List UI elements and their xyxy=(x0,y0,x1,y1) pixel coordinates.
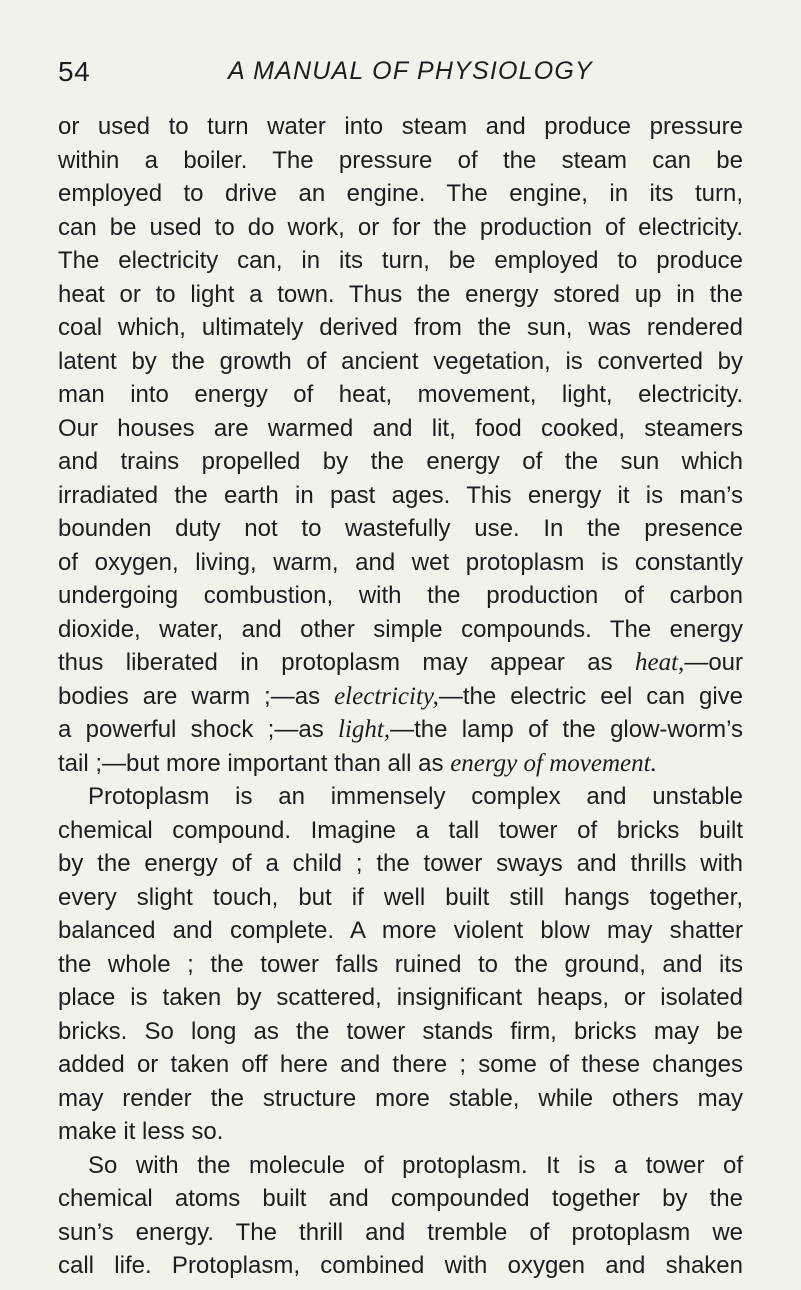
text-line xyxy=(58,646,743,680)
text-line: make it less so. xyxy=(58,1118,224,1145)
text-line xyxy=(58,713,743,747)
text-run: tail ;—but more important than all as xyxy=(58,749,451,777)
text-line: added or taken off here and there ; some of these changes xyxy=(58,1051,743,1078)
italic-term: electricity, xyxy=(334,682,439,710)
running-head: A MANUAL OF PHYSIOLOGY xyxy=(228,57,593,85)
text-line: and trains propelled by the energy of the sun which xyxy=(58,448,743,475)
text-line: Protoplasm is an immensely complex and unstable xyxy=(88,783,743,810)
text-line: employed to drive an engine. The engine, in its turn, xyxy=(58,180,743,207)
text-line: dioxide, water, and other simple compounds. The energy xyxy=(58,615,743,643)
text-line: sun’s energy. The thrill and tremble of protoplasm we xyxy=(58,1218,743,1246)
text-line: bricks. So long as the tower stands firm, bricks may be xyxy=(58,1017,743,1045)
text-run: thus liberated in protoplasm may appear as xyxy=(58,649,636,676)
body-text xyxy=(58,110,743,1283)
text-line: can be used to do work, or for the production of electricity. xyxy=(58,213,743,241)
text-line: by the energy of a child ; the tower sways and thrills with xyxy=(58,850,743,877)
page-header xyxy=(58,50,758,90)
text-line: the whole ; the tower falls ruined to the ground, and its xyxy=(58,950,743,978)
text-line: chemical atoms built and compounded together by the xyxy=(58,1185,743,1212)
text-line: undergoing combustion, with the production of carbon xyxy=(58,582,743,609)
text-line: call life. Protoplasm, combined with oxygen and shaken xyxy=(58,1252,743,1279)
text-line: Our houses are warmed and lit, food cooked, steamers xyxy=(58,414,743,442)
italic-term: heat, xyxy=(635,649,685,676)
text-line: bounden duty not to wastefully use. In the presence xyxy=(58,515,743,542)
text-line: of oxygen, living, warm, and wet protoplasm is constantly xyxy=(58,548,743,576)
text-run: —the lamp of the glow-worm’s xyxy=(390,716,743,743)
text-run: —the electric eel can give xyxy=(438,682,743,710)
italic-term: light, xyxy=(338,716,391,743)
text-line: The electricity can, in its turn, be employed to produce xyxy=(58,247,743,274)
text-line: place is taken by scattered, insignificant heaps, or isolated xyxy=(58,984,743,1011)
text-line xyxy=(58,680,743,714)
text-run: bodies are warm ;—as xyxy=(58,682,335,710)
text-line: every slight touch, but if well built still hangs together, xyxy=(58,883,743,911)
text-line: latent by the growth of ancient vegetation, is converted by xyxy=(58,347,743,375)
text-line: within a boiler. The pressure of the steam can be xyxy=(58,146,743,174)
text-line xyxy=(58,747,743,781)
text-run: a powerful shock ;—as xyxy=(58,716,338,743)
text-line: heat or to light a town. Thus the energy stored up in the xyxy=(58,280,743,308)
page-number: 54 xyxy=(58,56,91,87)
text-line: may render the structure more stable, while others may xyxy=(58,1084,743,1112)
text-line: man into energy of heat, movement, light, electricity. xyxy=(58,381,743,408)
text-line: balanced and complete. A more violent blow may shatter xyxy=(58,917,743,944)
italic-term: energy of movement. xyxy=(450,749,657,777)
text-run: —our xyxy=(684,649,743,676)
text-line: or used to turn water into steam and produce pressure xyxy=(58,113,743,140)
text-line: coal which, ultimately derived from the sun, was rendered xyxy=(58,314,743,341)
text-line: irradiated the earth in past ages. This energy it is man’s xyxy=(58,481,743,509)
text-line: So with the molecule of protoplasm. It is a tower of xyxy=(88,1151,743,1179)
text-line: chemical compound. Imagine a tall tower of bricks built xyxy=(58,816,743,844)
